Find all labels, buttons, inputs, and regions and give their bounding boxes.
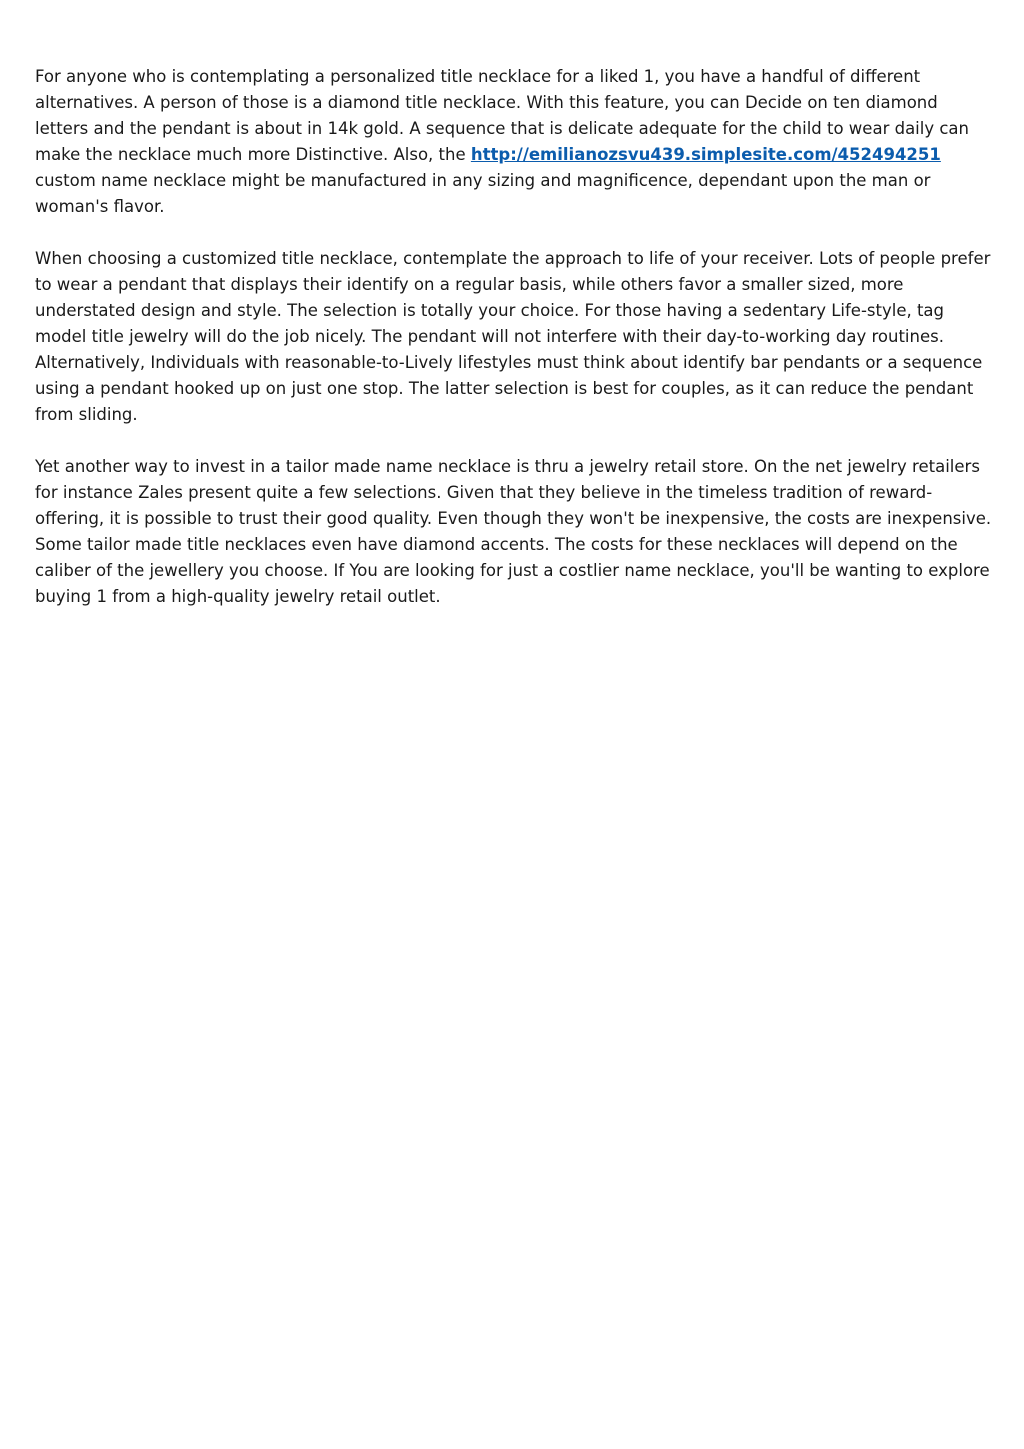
simplesite-link[interactable]: http://emilianozsvu439.simplesite.com/452494251 bbox=[470, 145, 941, 164]
paragraph-1-text-start: For anyone who is contemplating a personalized title necklace for a liked 1, you have a handful of different alternatives. A person of those is a diamond title necklace. With this feature, you can Decide on ten diamond letters and the pendant is about in 14k gold. A sequence that is delicate adequate for the child to wear daily can make the necklace much more Distinctive. Also, the bbox=[35, 67, 969, 164]
document-body bbox=[35, 64, 995, 636]
paragraph-1 bbox=[35, 64, 995, 220]
paragraph-3: Yet another way to invest in a tailor made name necklace is thru a jewelry retail store. On the net jewelry retailers for instance Zales present quite a few selections. Given that they believe in the timeless tradition of reward-offering, it is possible to trust their good quality. Even though they won't be inexpensive, the costs are inexpensive. Some tailor made title necklaces even have diamond accents. The costs for these necklaces will depend on the caliber of the jewellery you choose. If You are looking for just a costlier name necklace, you'll be wanting to explore buying 1 from a high-quality jewelry retail outlet. bbox=[35, 457, 992, 606]
paragraph-1-text-end: custom name necklace might be manufactured in any sizing and magnificence, dependant upon the man or woman's flavor. bbox=[35, 171, 931, 216]
paragraph-2: When choosing a customized title necklace, contemplate the approach to life of your receiver. Lots of people prefer to wear a pendant that displays their identify on a regular basis, while others favor a smaller sized, more understated design and style. The selection is totally your choice. For those having a sedentary Life-style, tag model title jewelry will do the job nicely. The pendant will not interfere with their day-to-working day routines. Alternatively, Individuals with reasonable-to-Lively lifestyles must think about identify bar pendants or a sequence using a pendant hooked up on just one stop. The latter selection is best for couples, as it can reduce the pendant from sliding. bbox=[35, 249, 991, 424]
